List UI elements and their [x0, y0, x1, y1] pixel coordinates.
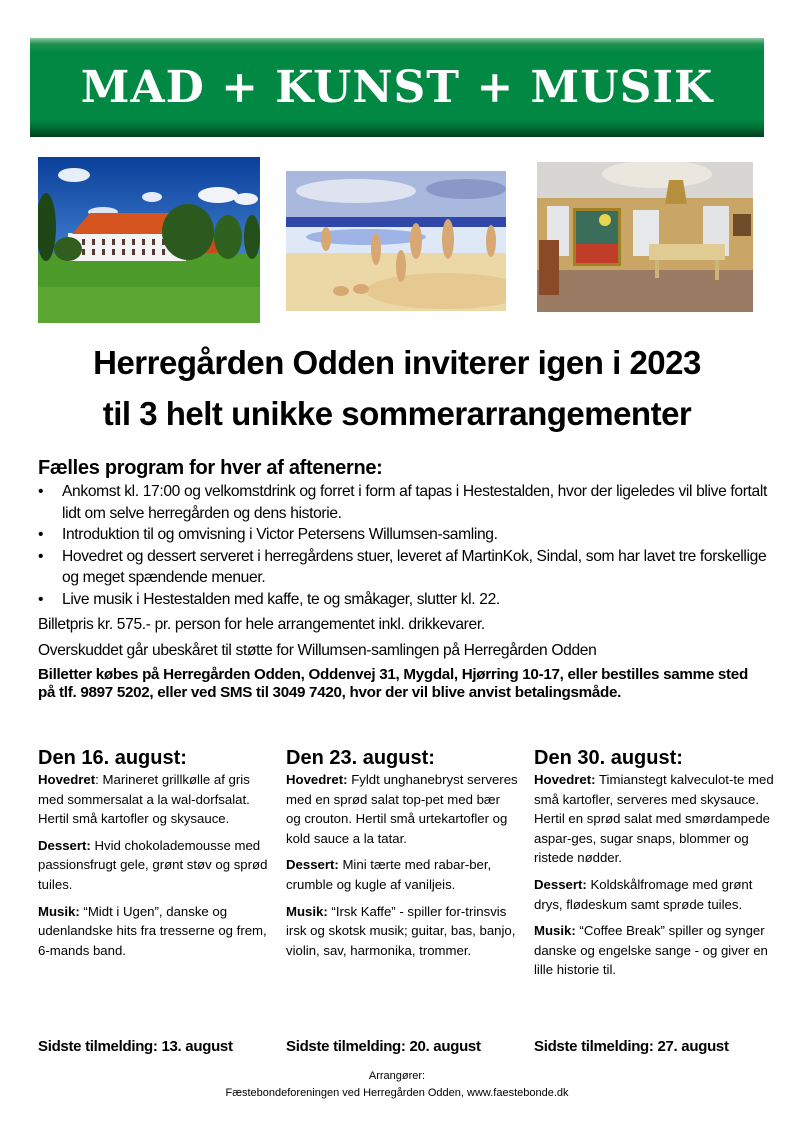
banner-title: MAD + KUNST + MUSIK — [80, 62, 714, 113]
event-music — [534, 921, 774, 980]
event-dessert — [534, 875, 774, 914]
music-text: “Coffee Break” spiller og synger danske og engelske sange - og giver en lille historie til. — [534, 923, 768, 978]
music-label: Musik: — [534, 923, 576, 939]
event-dessert — [38, 836, 270, 895]
main-course-sep: : — [95, 772, 99, 787]
event-column-2 — [286, 746, 518, 967]
registration-deadline-3: Sidste tilmelding: 27. august — [534, 1038, 729, 1055]
main-course-text: Marineret grillkølle af gris med sommersalat a la wal-dorfsalat. Hertil små kartofler og skysauce. — [38, 772, 250, 827]
common-program — [38, 455, 768, 702]
event-column-3 — [534, 746, 774, 987]
salon-interior-photo — [537, 162, 753, 312]
program-item-text: Introduktion til og omvisning i Victor Petersens Willumsen-samling. — [62, 526, 498, 543]
dessert-text: Mini tærte med rabar-ber, crumble og kugle af vaniljeis. — [286, 857, 492, 892]
program-title: Fælles program for hver af aftenerne: — [38, 457, 383, 479]
bullet-icon: • — [38, 590, 44, 608]
event-main-course — [286, 770, 518, 848]
event-date: Den 30. august: — [534, 747, 683, 769]
registration-deadline-1: Sidste tilmelding: 13. august — [38, 1038, 233, 1055]
dessert-label: Dessert: — [286, 857, 339, 873]
event-dessert — [286, 855, 518, 894]
dessert-text: Koldskålfromage med grønt drys, flødeskum samt sprøde tuiles. — [534, 876, 753, 912]
bullet-icon: • — [38, 526, 44, 543]
event-column-1 — [38, 746, 270, 967]
program-item-text: Hovedret og dessert serveret i herregårdens stuer, leveret af MartinKok, Sindal, som har lavet tre forskellige og meget spændende menuer. — [62, 547, 767, 586]
dessert-text: Hvid chokolademousse med passionsfrugt gele, grønt støv og sprød tuiles. — [38, 837, 268, 892]
program-item-text: Ankomst kl. 17:00 og velkomstdrink og forret i form af tapas i Hestestalden, hvor der ligeledes vil blive fortalt lidt om selve herregården og dens historie. — [62, 483, 767, 522]
manor-house-photo — [38, 157, 260, 323]
footer — [0, 1068, 794, 1102]
music-text: “Irsk Kaffe” - spiller for-trinsvis irsk og skotsk musik; guitar, bas, banjo, violin, sav, harmonika, trommer. — [286, 903, 516, 958]
ticket-price: Billetpris kr. 575.- pr. person for hele arrangementet inkl. drikkevarer. — [38, 616, 485, 633]
event-main-course — [38, 770, 270, 829]
title-banner — [30, 38, 764, 137]
music-label: Musik: — [286, 903, 328, 919]
program-item — [38, 546, 768, 589]
event-music — [286, 902, 518, 961]
main-course-label: Hovedret: — [286, 772, 348, 787]
ticket-info: Billetter købes på Herregården Odden, Oddenvej 31, Mygdal, Hjørring 10-17, eller bestilles samme sted på tlf. 9897 5202, eller ved SMS til 3049 7420, hvor der vil blive anvist betalingsmåde. — [38, 666, 748, 701]
main-course-text: Fyldt unghanebryst serveres med en sprød salat top-pet med bær og crouton. Hertil små urtekartofler og kold sauce a la tatar. — [286, 772, 518, 846]
bullet-icon: • — [38, 483, 44, 500]
main-course-label: Hovedret — [38, 772, 96, 787]
dessert-label: Dessert: — [534, 876, 587, 892]
headline-line-2: til 3 helt unikke sommerarrangementer — [102, 395, 692, 432]
program-item-text: Live musik i Hestestalden med kaffe, te og småkager, slutter kl. 22. — [62, 590, 500, 608]
registration-deadline-2: Sidste tilmelding: 20. august — [286, 1038, 481, 1055]
dessert-label: Dessert: — [38, 837, 91, 853]
program-item — [38, 524, 768, 546]
main-course-text: Timianstegt kalveculot-te med små kartofler, serveres med skysauce. Hertil en sprød salat med smørdampede aspar-ges, sugar snaps, blommer og ristede nødder. — [534, 772, 774, 866]
event-music — [38, 902, 270, 961]
program-list — [38, 481, 768, 610]
headline-line-1: Herregården Odden inviterer igen i 2023 — [93, 344, 701, 381]
organizer-label: Arrangører: — [368, 1070, 426, 1082]
bullet-icon: • — [38, 547, 44, 565]
program-item — [38, 589, 768, 611]
beach-painting-photo — [286, 171, 506, 311]
event-date: Den 16. august: — [38, 747, 187, 769]
music-label: Musik: — [38, 903, 80, 919]
program-item — [38, 481, 768, 524]
main-course-label: Hovedret: — [534, 772, 596, 787]
surplus-note: Overskuddet går ubeskåret til støtte for Willumsen-samlingen på Herregården Odden — [38, 641, 597, 659]
event-date: Den 23. august: — [286, 747, 435, 769]
music-text: “Midt i Ugen”, danske og udenlandske hits fra tresserne og frem, 6-mands band. — [38, 903, 267, 958]
event-main-course — [534, 770, 774, 868]
organizer-text: Fæstebondeforeningen ved Herregården Odden, www.faestebonde.dk — [225, 1087, 569, 1099]
